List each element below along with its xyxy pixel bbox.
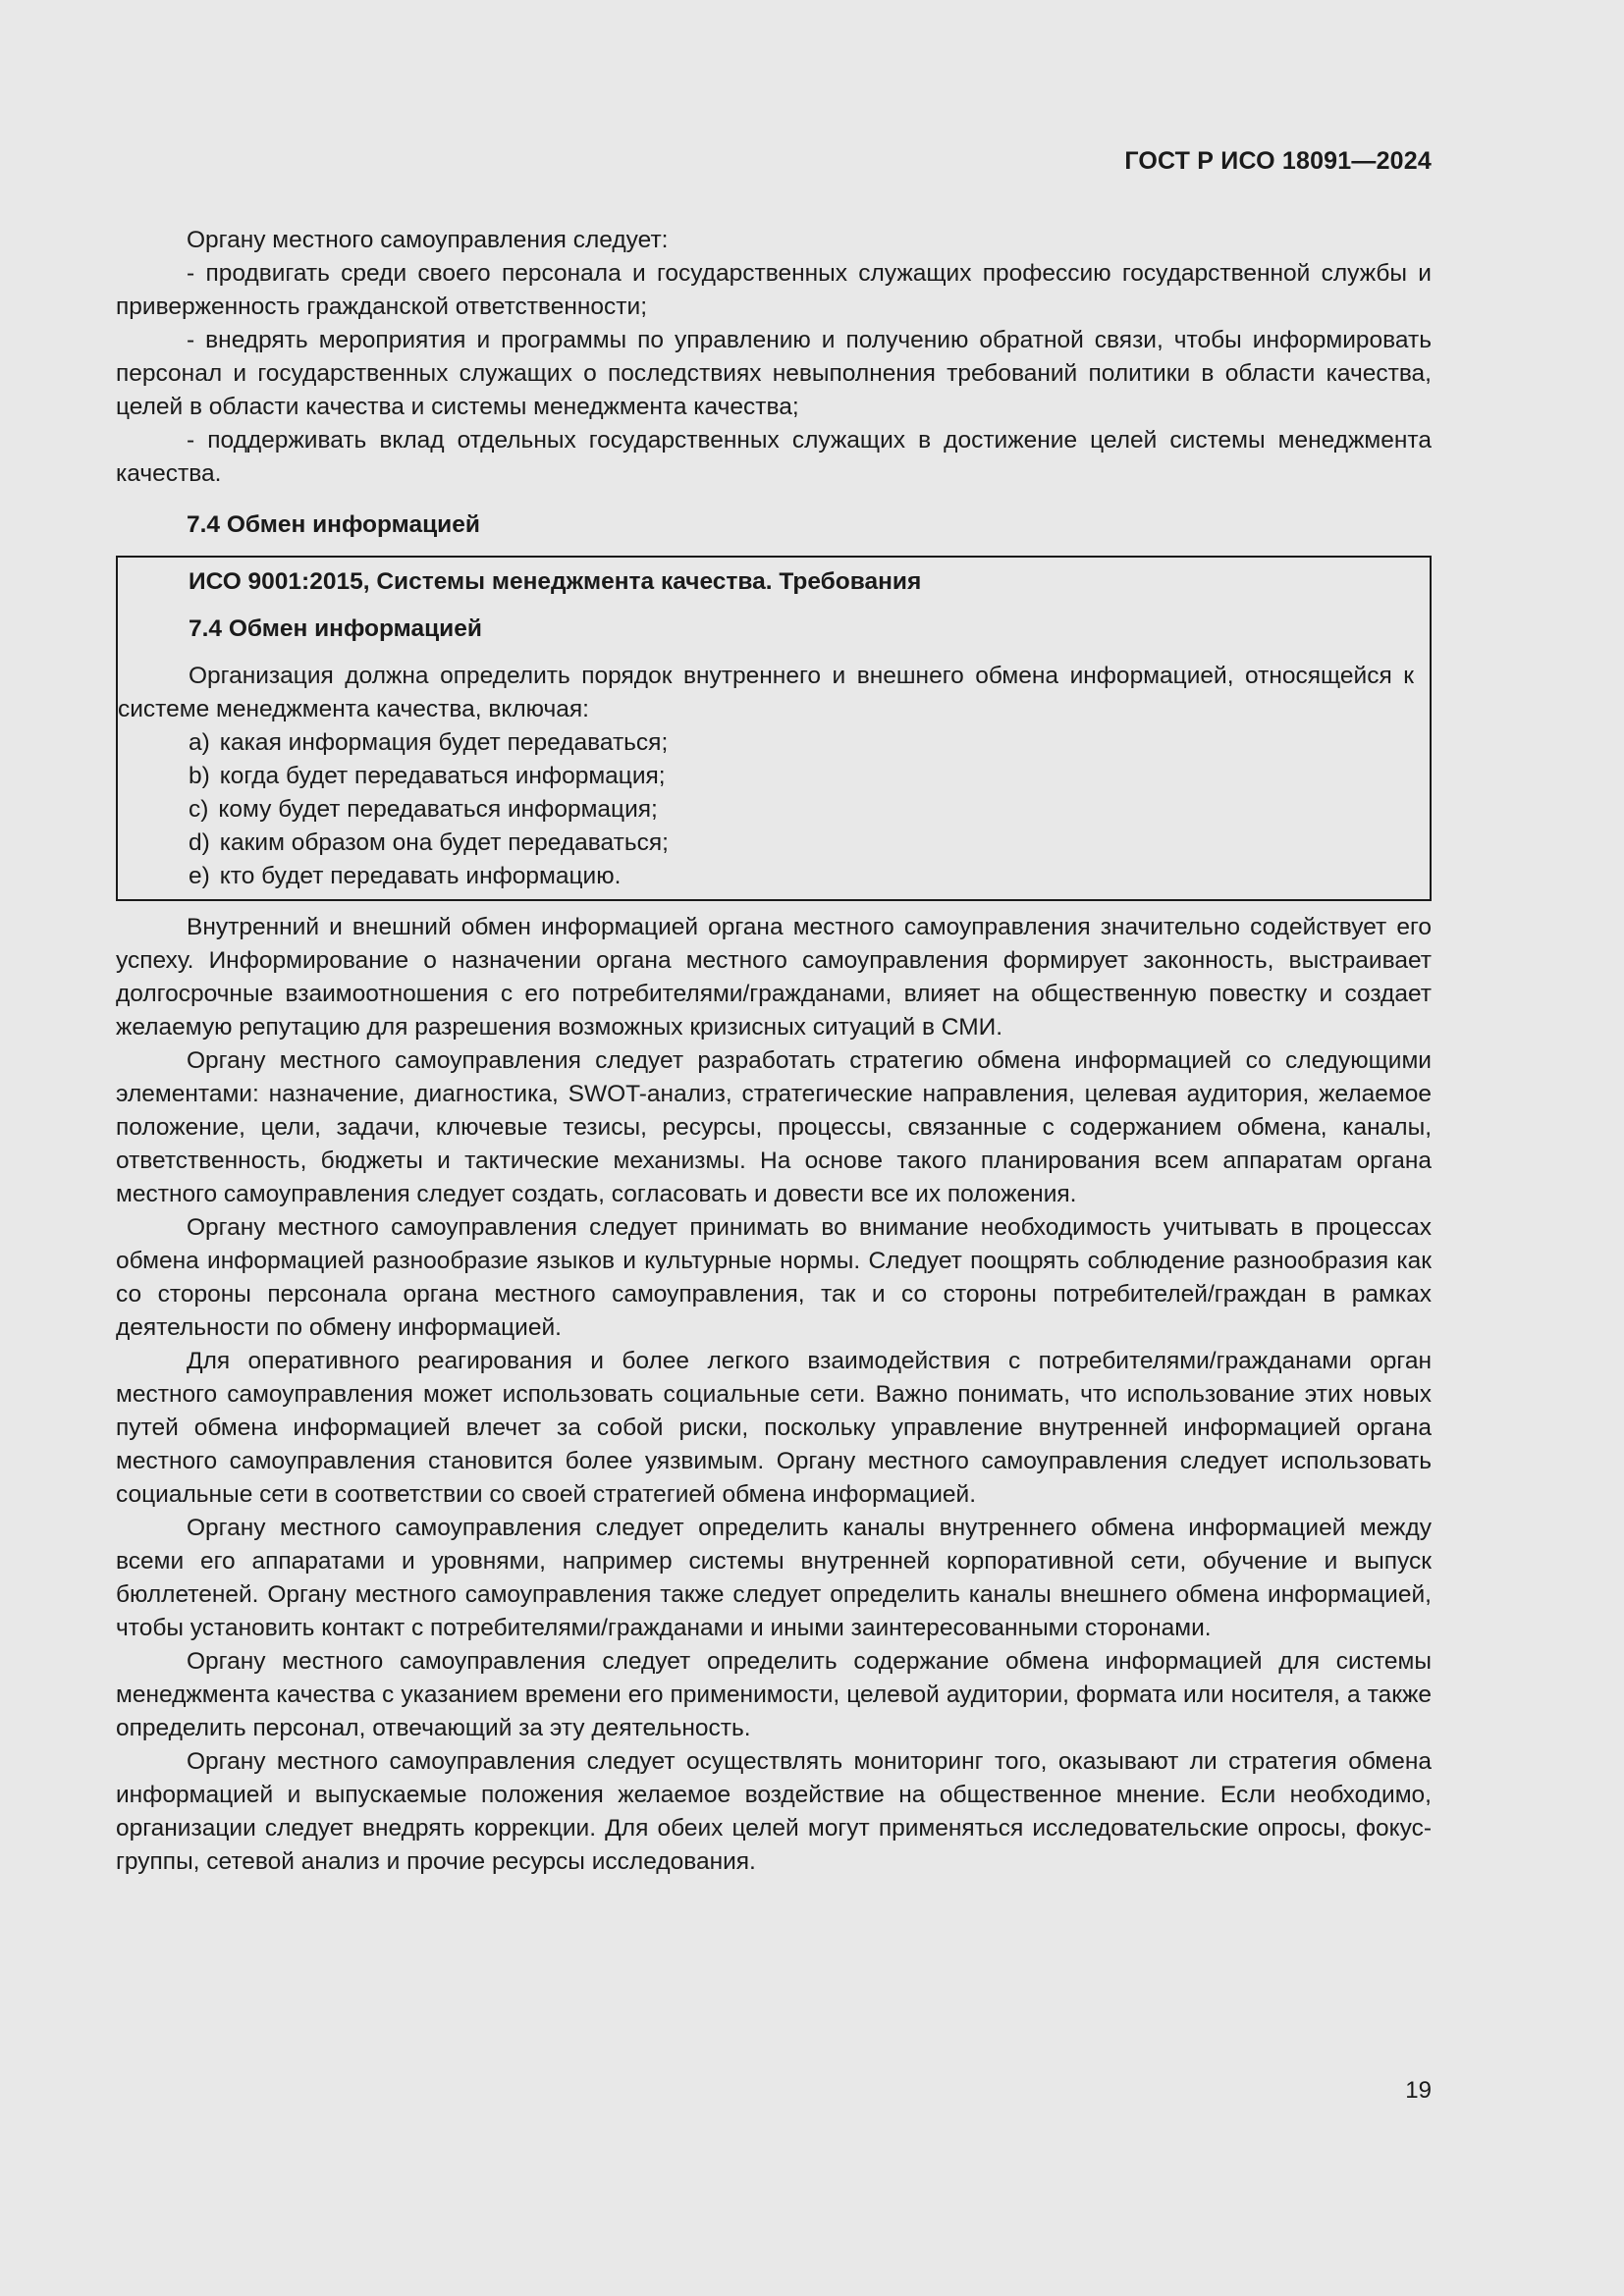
box-title: ИСО 9001:2015, Системы менеджмента качества. Требования (189, 568, 922, 595)
list-marker: a) (189, 729, 210, 756)
body-paragraph-2: Органу местного самоуправления следует разработать стратегию обмена информацией со следующими элементами: назначение, диагностика, SWOT-анализ, стратегические направления, целевая аудитория, желаемое положение, цели, задачи, ключевые тезисы, ресурсы, процессы, связанные с содержанием обмена, каналы, ответственность, бюджеты и тактические механизмы. На основе такого планирования всем аппаратам органа местного самоуправления следует создать, согласовать и довести все их положения. (116, 1047, 1432, 1207)
list-item (118, 760, 1414, 793)
page-number: 19 (1405, 2077, 1432, 2104)
intro-lead: Органу местного самоуправления следует: (187, 227, 669, 253)
list-marker: c) (189, 796, 209, 823)
document-header: ГОСТ Р ИСО 18091—2024 (1124, 147, 1432, 175)
box-text: Организация должна определить порядок внутреннего и внешнего обмена информацией, относящейся к системе менеджмента качества, включая: (118, 663, 1414, 722)
list-item (118, 860, 1414, 893)
body-paragraph-4: Для оперативного реагирования и более легкого взаимодействия с потребителями/гражданами орган местного самоуправления может использовать социальные сети. Важно понимать, что использование этих новых путей обмена информацией влечет за собой риски, поскольку управление внутренней информацией органа местного самоуправления становится более уязвимым. Органу местного самоуправления следует использовать социальные сети в соответствии со своей стратегией обмена информацией. (116, 1348, 1432, 1508)
intro-bullet-1: - продвигать среди своего персонала и государственных служащих профессию государственной службы и приверженность гражданской ответственности; (116, 260, 1432, 320)
list-text: кому будет передаваться информация; (218, 796, 658, 823)
list-text: кто будет передавать информацию. (219, 863, 622, 889)
list-marker: e) (189, 863, 210, 889)
list-text: каким образом она будет передаваться; (219, 829, 669, 856)
body-paragraph-7: Органу местного самоуправления следует осуществлять мониторинг того, оказывают ли стратегия обмена информацией и выпускаемые положения желаемое воздействие на общественное мнение. Если необходимо, организации следует внедрять коррекции. Для обеих целей могут применяться исследовательские опросы, фокус-группы, сетевой анализ и прочие ресурсы исследования. (116, 1748, 1432, 1875)
intro-bullet-2: - внедрять мероприятия и программы по управлению и получению обратной связи, чтобы информировать персонал и государственных служащих о последствиях невыполнения требований политики в области качества, целей в области качества и системы менеджмента качества; (116, 327, 1432, 420)
list-marker: b) (189, 763, 210, 789)
body-paragraph-3: Органу местного самоуправления следует принимать во внимание необходимость учитывать в процессах обмена информацией разнообразие языков и культурные нормы. Следует поощрять соблюдение разнообразия как со стороны персонала органа местного самоуправления, так и со стороны потребителей/граждан в рамках деятельности по обмену информацией. (116, 1214, 1432, 1341)
list-text: когда будет передаваться информация; (219, 763, 666, 789)
quoted-standard-box (116, 556, 1432, 901)
body-paragraph-6: Органу местного самоуправления следует определить содержание обмена информацией для системы менеджмента качества с указанием времени его применимости, целевой аудитории, формата или носителя, а также определить персонал, отвечающий за эту деятельность. (116, 1648, 1432, 1741)
list-marker: d) (189, 829, 210, 856)
section-heading: 7.4 Обмен информацией (187, 511, 480, 538)
list-text: какая информация будет передаваться; (219, 729, 669, 756)
list-item (118, 726, 1414, 760)
list-item (118, 827, 1414, 860)
list-item (118, 793, 1414, 827)
page-content (116, 224, 1432, 1879)
intro-bullet-3: - поддерживать вклад отдельных государственных служащих в достижение целей системы менеджмента качества. (116, 427, 1432, 487)
body-paragraph-5: Органу местного самоуправления следует определить каналы внутреннего обмена информацией между всеми его аппаратами и уровнями, например системы внутренней корпоративной сети, обучение и выпуск бюллетеней. Органу местного самоуправления также следует определить каналы внешнего обмена информацией, чтобы установить контакт с потребителями/гражданами и иными заинтересованными сторонами. (116, 1515, 1432, 1641)
body-paragraph-1: Внутренний и внешний обмен информацией органа местного самоуправления значительно содействует его успеху. Информирование о назначении органа местного самоуправления формирует законность, выстраивает долгосрочные взаимоотношения с его потребителями/гражданами, влияет на общественную повестку и создает желаемую репутацию для разрешения возможных кризисных ситуаций в СМИ. (116, 914, 1432, 1041)
box-subheading: 7.4 Обмен информацией (189, 615, 482, 642)
